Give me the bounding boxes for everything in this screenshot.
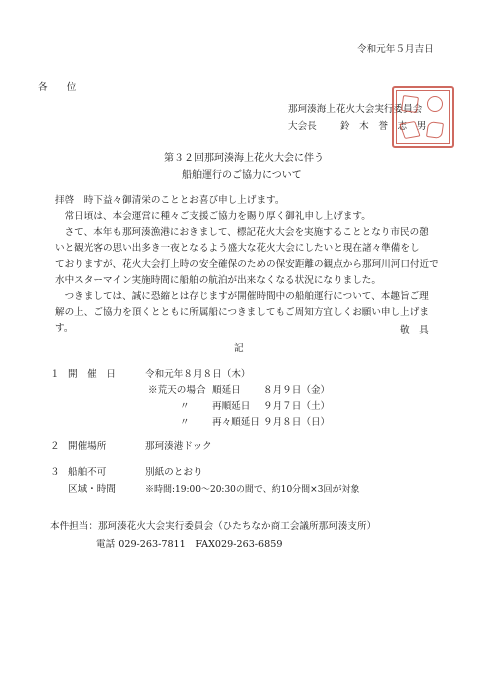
body-line: つきましては、誠に恐縮とは存じますが開催時間中の船舶運行について、本趣旨ご理	[55, 291, 429, 302]
body-line: いと観光客の思い出多き一夜となるよう盛大な花火大会にしたいと現在諸々準備をし	[55, 243, 420, 254]
date: 令和元年５月吉日	[357, 44, 434, 55]
rain-kind-3: 再々順延日	[212, 417, 260, 428]
ditto-mark: 〃	[180, 417, 190, 428]
sender-name: 鈴 木 誉 志 男	[340, 121, 427, 132]
body-line: す。	[55, 323, 74, 334]
body-line: さて、本年も那珂湊漁港におきまして、標記花火大会を実施することとなり市民の憩	[55, 227, 429, 238]
item1-value: 令和元年８月８日（木）	[145, 369, 251, 380]
item2-label: 開催場所	[68, 441, 107, 452]
rain-date-3: ９月８日（日）	[263, 417, 331, 428]
contact-line-1: 本件担当：那珂湊花火大会実行委員会（ひたちなか商工会議所那珂湊支所）	[50, 521, 377, 532]
title-line-1: 第３２回那珂湊海上花火大会に伴う	[164, 153, 324, 164]
body-line: 拝啓 時下益々御清栄のこととお喜び申し上げます。	[55, 195, 285, 206]
title-line-2: 船舶運行のご協力について	[182, 170, 302, 181]
item3-number: ３	[50, 467, 60, 478]
body-line: 水中スターマイン実施時間に船舶の航泊が出来なくなる状況になりました。	[55, 275, 381, 286]
rain-date-1: ８月９日（金）	[263, 385, 331, 396]
item2-value: 那珂湊港ドック	[145, 441, 212, 452]
sender-role: 大会長	[288, 121, 317, 132]
sender-org: 那珂湊海上花火大会実行委員会	[288, 104, 423, 115]
seal-stamp	[392, 86, 454, 148]
ki-heading: 記	[234, 343, 244, 354]
item1-number: １	[50, 369, 60, 380]
contact-line-2: 電話 029-263-7811 FAX029-263-6859	[96, 539, 283, 550]
rain-date-2: ９月７日（土）	[263, 401, 331, 412]
item2-number: ２	[50, 441, 60, 452]
item3-value: 別紙のとおり	[145, 467, 203, 478]
closing: 敬 具	[400, 325, 429, 336]
rain-kind-2: 再順延日	[212, 401, 251, 412]
item3-label-2: 区域・時間	[68, 484, 116, 495]
addressee: 各 位	[38, 82, 77, 93]
body-line: 解の上、ご協力を頂くとともに所属船につきましてもご周知方宜しくお願い申し上げま	[55, 307, 429, 318]
item3-value-2: ※時間:19:00～20:30の間で、約10分間×3回が対象	[145, 485, 360, 495]
ditto-mark: 〃	[180, 401, 190, 412]
item1-label: 開 催 日	[68, 369, 116, 380]
rain-label: ※荒天の場合	[148, 385, 206, 396]
body-line: ておりますが、花火大会打上時の安全確保のための保安距離の観点から那珂川河口付近で	[55, 259, 439, 270]
item3-label: 船舶不可	[68, 467, 107, 478]
body-line: 常日頃は、本会運営に種々ご支援ご協力を賜り厚く御礼申し上げます。	[55, 211, 371, 222]
rain-kind-1: 順延日	[212, 385, 241, 396]
